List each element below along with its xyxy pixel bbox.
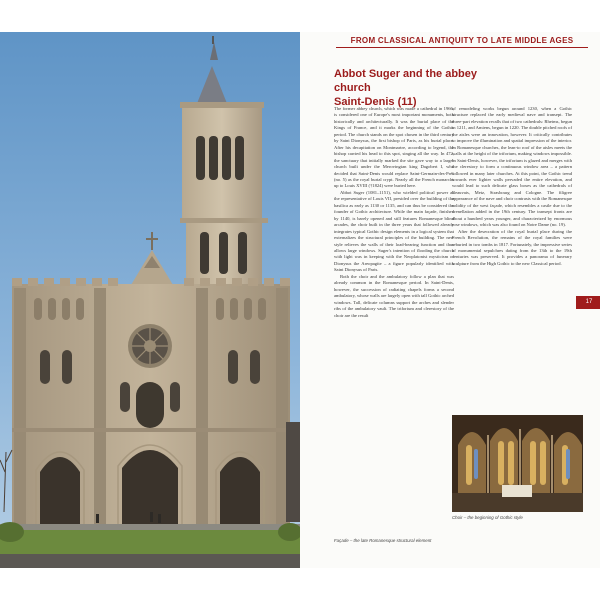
choir-caption: Choir – the beginning of Gothic style bbox=[452, 515, 523, 520]
paragraph: of remodeling works begun around 1230, when a Gothic structure replaced the early medieval nave and transept. The three-part elevation recalls that of two cathedrals: Rheims, begun in 1211, and Amiens, begun in 1220. The double pitched roofs of the aisles were an innovation, however. It critically contributes to improve the illumination and spatial impression of the interior. In Romanesque churches, the lean-to roof of the aisles meets the walls at the height of the triforium, making windows impossible. In Saint-Denis, however, the triforium is glazed and merges with the clerestory to form a continuous window area – a pattern followed in many later churches. At this point, the Gothic trend towards ever lighter walls pervaded the entire elevation, and would lead to such delicate glass boxes as the cathedrals of Beauvais, Metz, Strasbourg and Cologne. The filigree appearance of the nave and choir contrasts with the Romanesque solidity of the west façade, which resembles a castle due to the crenellation added in the 19th century. The transept fronts are about a hundred years younger, and characterized by enormous rose windows, which was also found on Notre Dame (no. 19). bbox=[452, 106, 572, 228]
basilica-facade-photo bbox=[0, 32, 300, 568]
article-title-line1: Abbot Suger and the abbey church bbox=[334, 68, 478, 94]
paragraph: After the desecration of the royal burial place during the French Revolution, the remains of the royal families were reburied in two tombs in 1817. Fortunately, the impressive series of monumental sepulchres dating from the 13th to the 19th centuries was preserved. It provides a panorama of funerary sculpture from the High Gothic to the new Classical period. bbox=[452, 228, 572, 266]
article-title-line2: Saint-Denis (11) bbox=[334, 96, 417, 108]
page-number: 17 bbox=[585, 299, 593, 305]
text-column-left bbox=[334, 106, 454, 319]
facade-caption: Façade – the late Romanesque structural element bbox=[334, 538, 432, 543]
paragraph: Abbot Suger (1081–1151), who wielded political power as the representative of Louis VII, presided over the building of the basilica as early as 1130 or 1135, and can thus be considered the founder of Gothic architecture. While the main façade, finished by 1140, is barely opened and still features Romanesque blind arcades, the choir built in the three years that followed already integrates typical Gothic design elements in a logical system that externalizes the structural principles of the building. The new style relieves the walls of their load-bearing function and thus allows large windows. Suger's intention of flooding the church with light was in keeping with the Neoplatonist mysticism of Dionysus the Areopagite – a figure popularly identified with Saint Dionysus of Paris. bbox=[334, 189, 454, 273]
paragraph: The former abbey church, which was made a cathedral in 1966, is considered one of Europe's most important monuments, both historically and architecturally. It was the burial place of the Kings of France, and it marks the beginning of the Gothic period. The church stands on the spot chosen in the third century by Saint Dionysus, the first bishop of Paris, as his burial place. After his decapitation on Montmartre, according to legend, the bishop carried his head to this spot, singing all the way. In 472, the sanctuary that initially marked the site gave way to a larger church built under the Merovingian king Dagobert I, who decided that Saint-Denis would replace Saint-Germain-des-Prés (no. 5) as the royal burial crypt. Nearly all the French monarchs up to Louis XVIII (†1824) were buried here. bbox=[334, 106, 454, 189]
paragraph: Both the choir and the ambulatory follow a plan that was already common in the Romanesque period. In Saint-Denis, however, the succession of radiating chapels forms a second ambulatory, whose walls are largely open with tall Gothic arched windows. Tall, delicate columns support the arches and slender ribs of the ambulatory vault. The triforium and clerestory of the choir are the result bbox=[334, 273, 454, 318]
choir-photo bbox=[452, 415, 583, 512]
page-number-tab bbox=[576, 296, 600, 309]
article-title bbox=[334, 67, 514, 109]
section-header: FROM CLASSICAL ANTIQUITY TO LATE MIDDLE AGES bbox=[350, 36, 574, 45]
header-rule bbox=[336, 47, 588, 48]
text-column-right bbox=[452, 106, 572, 267]
